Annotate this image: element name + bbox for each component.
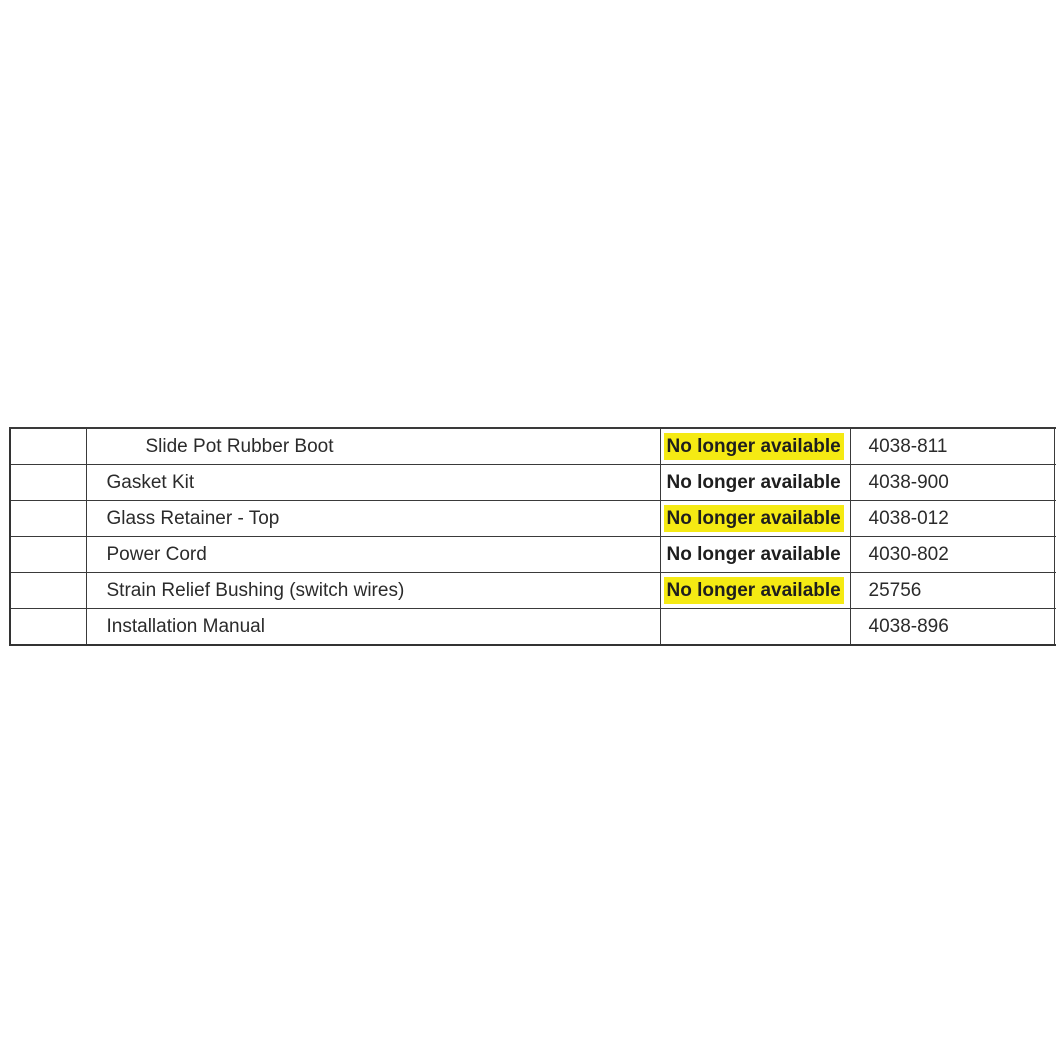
table-row (10, 573, 1056, 609)
part-number: 4038-811 (850, 428, 1054, 465)
row-blank-cell (10, 537, 86, 573)
availability-status: No longer available (664, 577, 844, 604)
row-blank-cell (10, 573, 86, 609)
availability-cell (660, 428, 850, 465)
table-row (10, 428, 1056, 465)
part-number: 4038-896 (850, 609, 1054, 646)
row-blank-cell (10, 428, 86, 465)
part-number: 4038-012 (850, 501, 1054, 537)
row-blank-cell (10, 465, 86, 501)
availability-cell (660, 465, 850, 501)
part-description: Strain Relief Bushing (switch wires) (86, 573, 660, 609)
part-description: Installation Manual (86, 609, 660, 646)
availability-status: No longer available (666, 544, 841, 565)
part-number: 4038-900 (850, 465, 1054, 501)
part-description: Gasket Kit (86, 465, 660, 501)
availability-cell (660, 537, 850, 573)
table-row (10, 537, 1056, 573)
part-description: Glass Retainer - Top (86, 501, 660, 537)
parts-table (9, 427, 1056, 646)
part-number: 4030-802 (850, 537, 1054, 573)
part-number: 25756 (850, 573, 1054, 609)
availability-status: No longer available (666, 472, 841, 493)
table-row (10, 465, 1056, 501)
part-description: Power Cord (86, 537, 660, 573)
row-blank-cell (10, 501, 86, 537)
availability-status: No longer available (664, 433, 844, 460)
availability-cell (660, 501, 850, 537)
table-row (10, 609, 1056, 646)
availability-cell (660, 609, 850, 646)
availability-cell (660, 573, 850, 609)
row-blank-cell (10, 609, 86, 646)
part-description: Slide Pot Rubber Boot (86, 428, 660, 465)
table-row (10, 501, 1056, 537)
availability-status: No longer available (664, 505, 844, 532)
